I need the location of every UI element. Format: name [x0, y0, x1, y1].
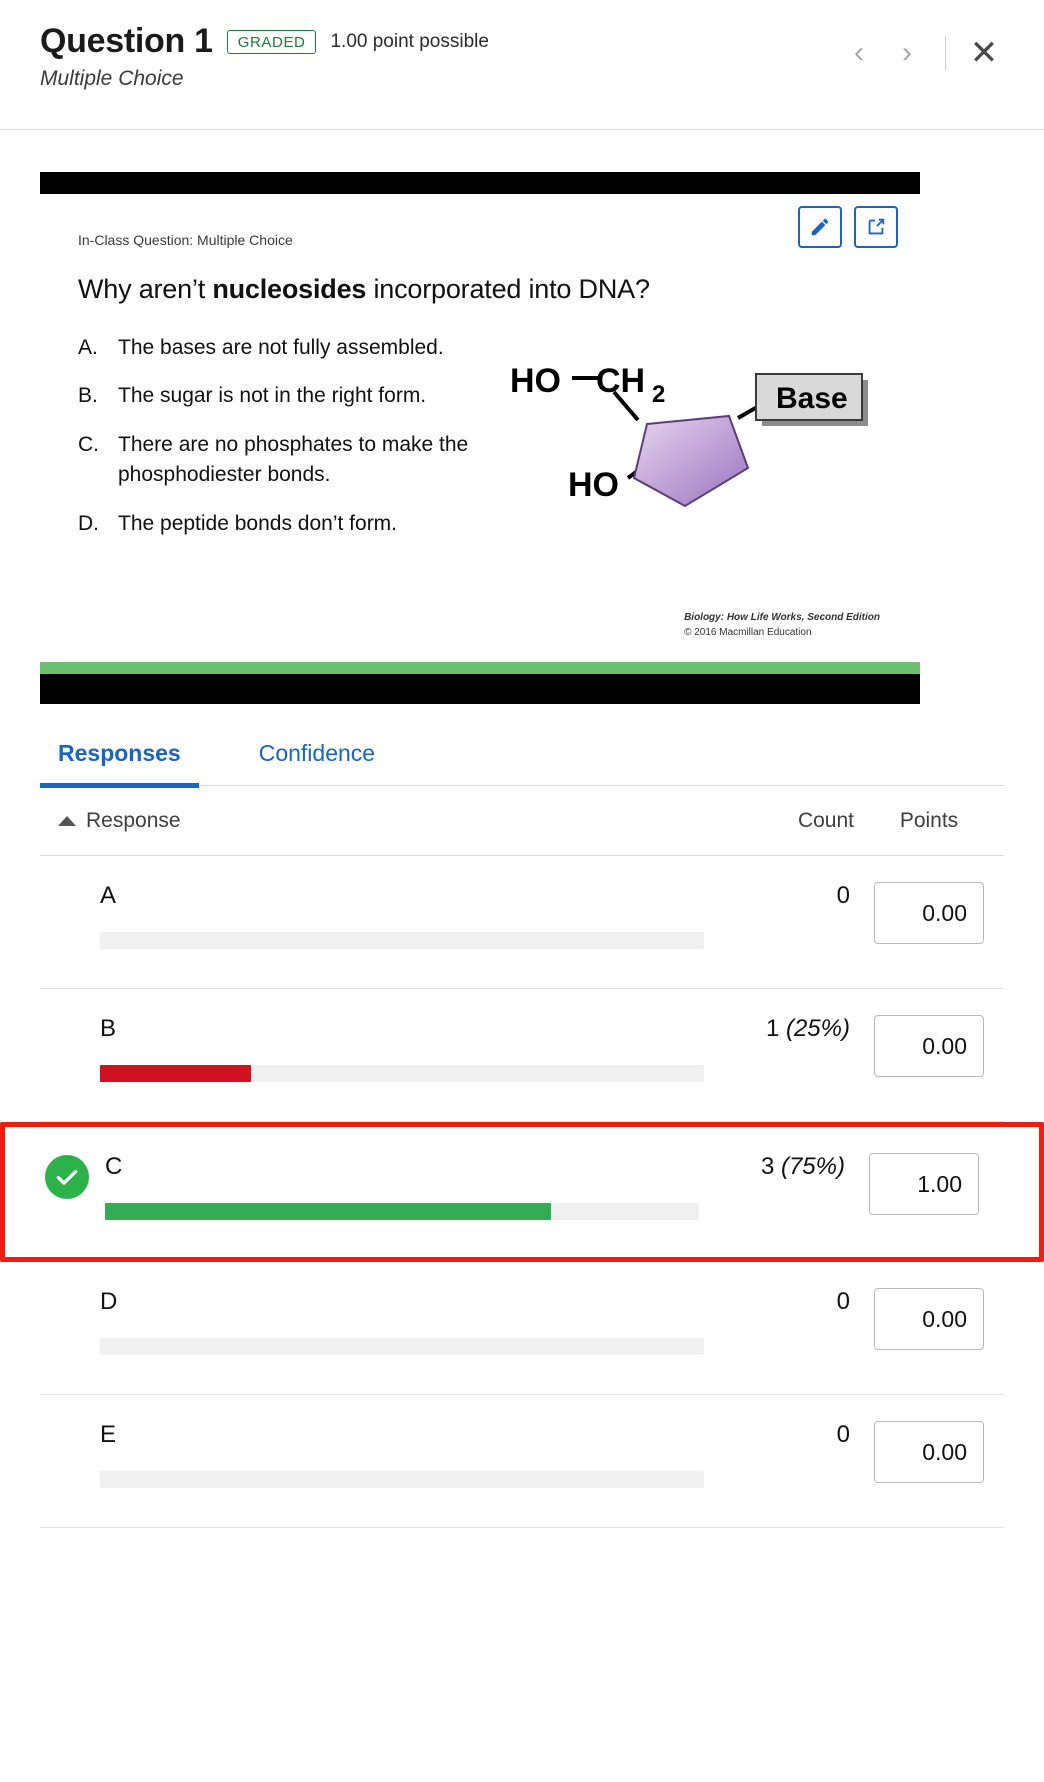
slide-choice: [78, 333, 508, 363]
count-percent: (75%): [780, 1153, 845, 1180]
slide-choice-text: The bases are not fully assembled.: [118, 336, 444, 359]
next-question-icon[interactable]: ›: [902, 36, 912, 69]
sort-ascending-icon: [58, 816, 76, 826]
slide-choice-letter: A.: [78, 336, 98, 359]
points-input[interactable]: 0.00: [874, 1015, 984, 1077]
count-percent: (25%): [785, 1015, 850, 1042]
result-tabs: [40, 740, 1004, 786]
edit-slide-button[interactable]: [798, 206, 842, 248]
response-cell: [45, 1153, 699, 1220]
slide-letterbox-top: [40, 172, 920, 194]
correct-answer-icon: [45, 1155, 89, 1199]
count-value: 0: [836, 1288, 850, 1315]
response-bar-track: [105, 1203, 699, 1220]
slide-question-post: incorporated into DNA?: [366, 274, 650, 304]
column-header-response[interactable]: [40, 809, 704, 833]
points-cell: [854, 1015, 1004, 1077]
ho-top-label: HO: [510, 362, 561, 400]
slide-credit-line2: © 2016 Macmillan Education: [684, 627, 812, 638]
open-external-icon: [865, 216, 887, 238]
slide-content: [40, 194, 920, 662]
nucleoside-diagram: [510, 356, 890, 536]
tab-confidence[interactable]: Confidence: [258, 740, 376, 766]
slide-tools: [798, 206, 898, 248]
slide-choice-text: The peptide bonds don’t form.: [118, 511, 398, 535]
points-cell: [854, 882, 1004, 944]
slide-choice-letter: C.: [78, 432, 99, 456]
count-cell: [704, 1288, 854, 1316]
slide-choice-letter: B.: [78, 384, 98, 408]
points-input[interactable]: 1.00: [869, 1153, 979, 1215]
count-cell: [699, 1153, 849, 1181]
slide-choice: [78, 381, 508, 411]
response-cell: [40, 882, 704, 949]
points-possible-label: 1.00 point possible: [330, 30, 489, 52]
slide-choice: [78, 509, 508, 539]
response-bar-track: [100, 932, 704, 949]
tab-responses[interactable]: Responses: [40, 740, 199, 788]
responses-table: [40, 786, 1004, 1528]
response-cell: [40, 1288, 704, 1355]
points-cell: [854, 1288, 1004, 1350]
base-label: Base: [776, 382, 848, 415]
count-value: 0: [836, 1421, 850, 1448]
slide-choice-text: The sugar is not in the right form.: [118, 384, 427, 408]
count-value: 0: [836, 882, 850, 909]
question-type-label: Multiple Choice: [40, 67, 184, 90]
response-bar-fill: [100, 1065, 251, 1082]
response-label: E: [100, 1421, 117, 1448]
column-header-points[interactable]: Points: [899, 808, 959, 832]
table-row[interactable]: [40, 1262, 1004, 1395]
slide-accent-bar: [40, 662, 920, 674]
header-actions: [839, 36, 1004, 70]
ch2-subscript: 2: [652, 381, 666, 408]
points-input[interactable]: 0.00: [874, 882, 984, 944]
status-badge: GRADED: [227, 30, 317, 54]
response-cell: [40, 1015, 704, 1082]
response-label: A: [100, 882, 117, 909]
slide-credit-line1: Biology: How Life Works, Second Edition: [684, 612, 880, 623]
slide-credit: [684, 610, 880, 640]
response-label: B: [100, 1015, 117, 1042]
table-row[interactable]: [40, 856, 1004, 989]
slide-choice: [78, 430, 508, 491]
table-row[interactable]: [40, 1395, 1004, 1528]
count-cell: [704, 1421, 854, 1449]
count-value: 3: [760, 1153, 775, 1180]
slide-question-pre: Why aren’t: [78, 274, 213, 304]
table-header-row: [40, 786, 1004, 856]
response-bar-track: [100, 1471, 704, 1488]
column-header-response-label: Response: [86, 808, 181, 832]
slide-choices: [78, 333, 508, 539]
page-header: [0, 0, 1044, 130]
slide-choice-letter: D.: [78, 511, 99, 535]
previous-question-icon[interactable]: ‹: [854, 36, 864, 69]
response-label: D: [100, 1288, 118, 1315]
close-icon[interactable]: ✕: [969, 34, 999, 72]
points-input[interactable]: 0.00: [874, 1421, 984, 1483]
ho-bottom-label: HO: [568, 466, 619, 504]
response-label: C: [105, 1153, 123, 1180]
slide-question-bold: nucleosides: [212, 274, 367, 304]
points-cell: [849, 1153, 999, 1215]
slide-kicker: In-Class Question: Multiple Choice: [78, 232, 293, 248]
table-row[interactable]: [0, 1122, 1044, 1262]
slide-choice-text: There are no phosphates to make the phosphodiester bonds.: [118, 432, 469, 487]
open-external-button[interactable]: [854, 206, 898, 248]
points-cell: [854, 1421, 1004, 1483]
header-divider: [945, 36, 946, 70]
count-cell: [704, 1015, 854, 1043]
pencil-icon: [809, 216, 831, 238]
page-title: Question 1: [40, 22, 213, 60]
slide-preview[interactable]: [40, 172, 920, 704]
table-row[interactable]: [40, 989, 1004, 1122]
count-value: 1: [765, 1015, 780, 1042]
column-header-count[interactable]: Count: [797, 808, 854, 832]
response-bar-fill: [105, 1203, 551, 1220]
ch2-label: CH: [596, 362, 646, 400]
response-bar-track: [100, 1065, 704, 1082]
points-input[interactable]: 0.00: [874, 1288, 984, 1350]
slide-question: [78, 274, 882, 305]
slide-letterbox-bottom: [40, 674, 920, 704]
count-cell: [704, 882, 854, 910]
response-bar-track: [100, 1338, 704, 1355]
response-cell: [40, 1421, 704, 1488]
